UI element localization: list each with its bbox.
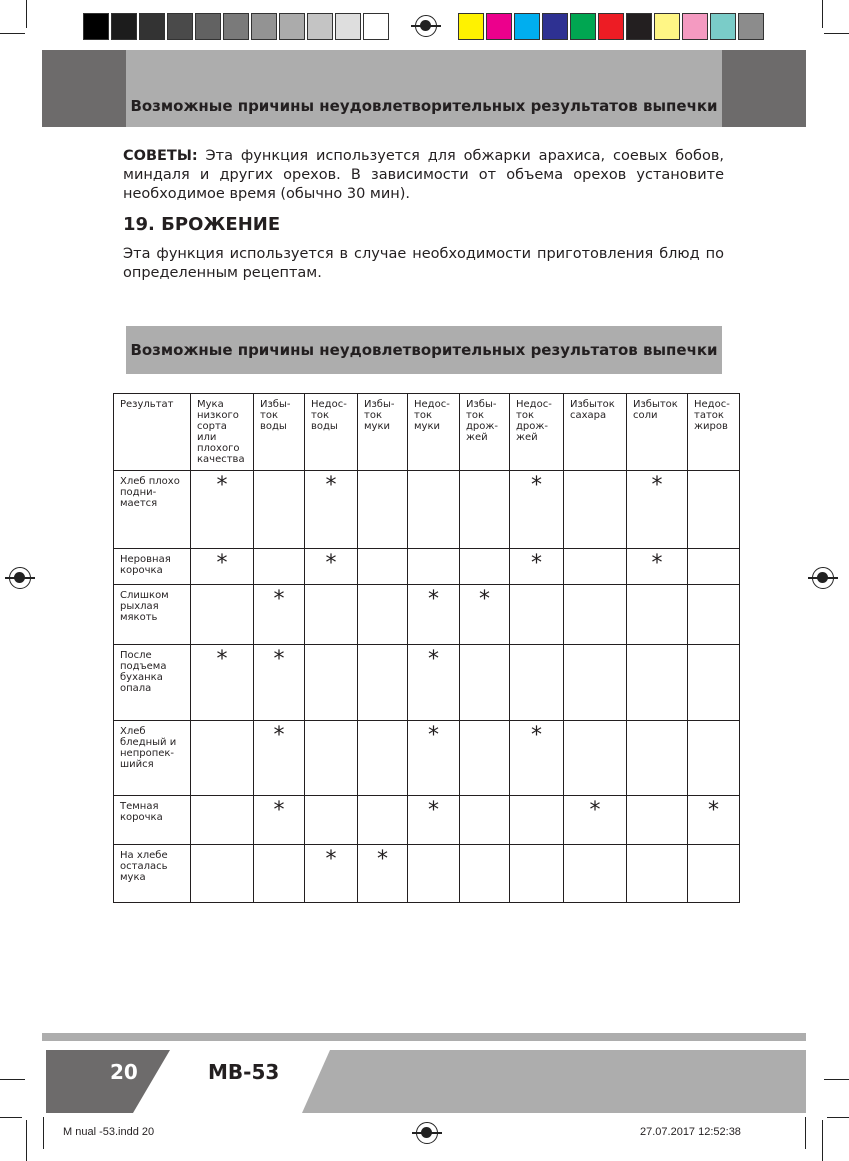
column-header: Недос-ток муки <box>408 394 460 471</box>
asterisk-mark: * <box>564 796 627 845</box>
table-row <box>114 796 740 845</box>
empty-cell <box>460 845 510 903</box>
asterisk-mark: * <box>627 549 688 585</box>
empty-cell <box>510 845 564 903</box>
column-header: Избы-ток муки <box>358 394 408 471</box>
tips-text: Эта функция используется для обжарки арахиса, соевых бобов, миндаля и других орехов. В зависимости от объема орехов установите необходимое время (обычно 30 мин). <box>123 148 725 202</box>
empty-cell <box>408 845 460 903</box>
empty-cell <box>688 549 740 585</box>
table-row <box>114 721 740 796</box>
empty-cell <box>460 471 510 549</box>
asterisk-mark: * <box>460 585 510 645</box>
row-label: Хлеб бледный и непропек-шийся <box>114 721 191 796</box>
empty-cell <box>254 471 305 549</box>
row-label: После подъема буханка опала <box>114 645 191 721</box>
color-swatch <box>738 13 764 40</box>
row-label: Неровная корочка <box>114 549 191 585</box>
empty-cell <box>627 796 688 845</box>
empty-cell <box>358 549 408 585</box>
color-swatch <box>542 13 568 40</box>
color-swatch <box>598 13 624 40</box>
empty-cell <box>408 471 460 549</box>
empty-cell <box>358 471 408 549</box>
asterisk-mark: * <box>688 796 740 845</box>
asterisk-mark: * <box>254 585 305 645</box>
asterisk-mark: * <box>358 845 408 903</box>
table-row <box>114 471 740 549</box>
troubleshooting-table <box>113 393 740 903</box>
row-label: Хлеб плохо подни-мается <box>114 471 191 549</box>
gray-swatch <box>279 13 305 40</box>
section-text: Эта функция используется в случае необходимости приготовления блюд по определенным рецептам. <box>123 246 724 281</box>
tips-paragraph <box>123 147 724 204</box>
empty-cell <box>191 796 254 845</box>
color-swatch <box>710 13 736 40</box>
asterisk-mark: * <box>305 549 358 585</box>
table-title-band: Возможные причины неудовлетворительных результатов выпечки <box>126 326 722 374</box>
gray-swatch <box>335 13 361 40</box>
table-row <box>114 645 740 721</box>
empty-cell <box>191 845 254 903</box>
column-header: Недос-таток жиров <box>688 394 740 471</box>
asterisk-mark: * <box>510 471 564 549</box>
color-swatch <box>486 13 512 40</box>
column-header: Результат <box>114 394 191 471</box>
slug-file: M nual -53.indd 20 <box>63 1126 155 1138</box>
asterisk-mark: * <box>191 471 254 549</box>
column-header: Избы-ток дрож-жей <box>460 394 510 471</box>
color-swatch <box>570 13 596 40</box>
empty-cell <box>510 585 564 645</box>
asterisk-mark: * <box>254 796 305 845</box>
empty-cell <box>358 796 408 845</box>
empty-cell <box>460 796 510 845</box>
empty-cell <box>688 845 740 903</box>
table-row <box>114 585 740 645</box>
asterisk-mark: * <box>408 721 460 796</box>
asterisk-mark: * <box>408 645 460 721</box>
asterisk-mark: * <box>191 645 254 721</box>
empty-cell <box>358 721 408 796</box>
model-name: MB-53 <box>208 1060 280 1084</box>
asterisk-mark: * <box>191 549 254 585</box>
empty-cell <box>510 796 564 845</box>
empty-cell <box>688 585 740 645</box>
color-swatch <box>654 13 680 40</box>
empty-cell <box>564 845 627 903</box>
empty-cell <box>688 721 740 796</box>
registration-mark-icon <box>812 567 834 589</box>
column-header: Мука низкого сорта или плохого качества <box>191 394 254 471</box>
slug-datetime: 27.07.2017 12:52:38 <box>640 1126 741 1138</box>
table-header-row <box>114 394 740 471</box>
row-label: На хлебе осталась мука <box>114 845 191 903</box>
empty-cell <box>358 585 408 645</box>
empty-cell <box>564 549 627 585</box>
column-header: Избыток соли <box>627 394 688 471</box>
gray-swatch <box>139 13 165 40</box>
column-header: Недос-ток дрож-жей <box>510 394 564 471</box>
page-number: 20 <box>110 1060 138 1084</box>
gray-swatch <box>111 13 137 40</box>
empty-cell <box>510 645 564 721</box>
table-row <box>114 845 740 903</box>
row-label: Слишком рыхлая мякоть <box>114 585 191 645</box>
asterisk-mark: * <box>408 585 460 645</box>
header-title: Возможные причины неудовлетворительных результатов выпечки <box>130 97 718 115</box>
color-swatch <box>514 13 540 40</box>
column-header: Избы-ток воды <box>254 394 305 471</box>
empty-cell <box>627 721 688 796</box>
section-title: 19. БРОЖЕНИЕ <box>123 214 281 235</box>
gray-swatch <box>195 13 221 40</box>
row-label: Темная корочка <box>114 796 191 845</box>
asterisk-mark: * <box>305 845 358 903</box>
empty-cell <box>460 549 510 585</box>
empty-cell <box>627 585 688 645</box>
empty-cell <box>564 471 627 549</box>
color-swatch <box>458 13 484 40</box>
asterisk-mark: * <box>408 796 460 845</box>
empty-cell <box>254 845 305 903</box>
empty-cell <box>564 645 627 721</box>
registration-mark-icon <box>416 1122 438 1144</box>
asterisk-mark: * <box>305 471 358 549</box>
empty-cell <box>305 721 358 796</box>
empty-cell <box>688 645 740 721</box>
column-header: Избыток сахара <box>564 394 627 471</box>
empty-cell <box>305 585 358 645</box>
empty-cell <box>305 796 358 845</box>
color-swatch <box>626 13 652 40</box>
footer-rule <box>42 1033 806 1041</box>
asterisk-mark: * <box>254 721 305 796</box>
gray-swatch <box>167 13 193 40</box>
tips-label: СОВЕТЫ: <box>123 148 198 164</box>
empty-cell <box>564 721 627 796</box>
gray-swatch <box>83 13 109 40</box>
column-header: Недос-ток воды <box>305 394 358 471</box>
asterisk-mark: * <box>510 721 564 796</box>
registration-mark-icon <box>415 15 437 37</box>
empty-cell <box>358 645 408 721</box>
color-swatch <box>682 13 708 40</box>
gray-swatch <box>223 13 249 40</box>
empty-cell <box>688 471 740 549</box>
asterisk-mark: * <box>627 471 688 549</box>
empty-cell <box>564 585 627 645</box>
registration-mark-icon <box>9 567 31 589</box>
table-row <box>114 549 740 585</box>
empty-cell <box>191 585 254 645</box>
asterisk-mark: * <box>254 645 305 721</box>
gray-swatch <box>363 13 389 40</box>
empty-cell <box>627 845 688 903</box>
empty-cell <box>408 549 460 585</box>
asterisk-mark: * <box>510 549 564 585</box>
empty-cell <box>191 721 254 796</box>
empty-cell <box>627 645 688 721</box>
header-banner-center <box>126 50 722 127</box>
empty-cell <box>460 645 510 721</box>
empty-cell <box>460 721 510 796</box>
gray-swatch <box>251 13 277 40</box>
empty-cell <box>254 549 305 585</box>
empty-cell <box>305 645 358 721</box>
gray-swatch <box>307 13 333 40</box>
